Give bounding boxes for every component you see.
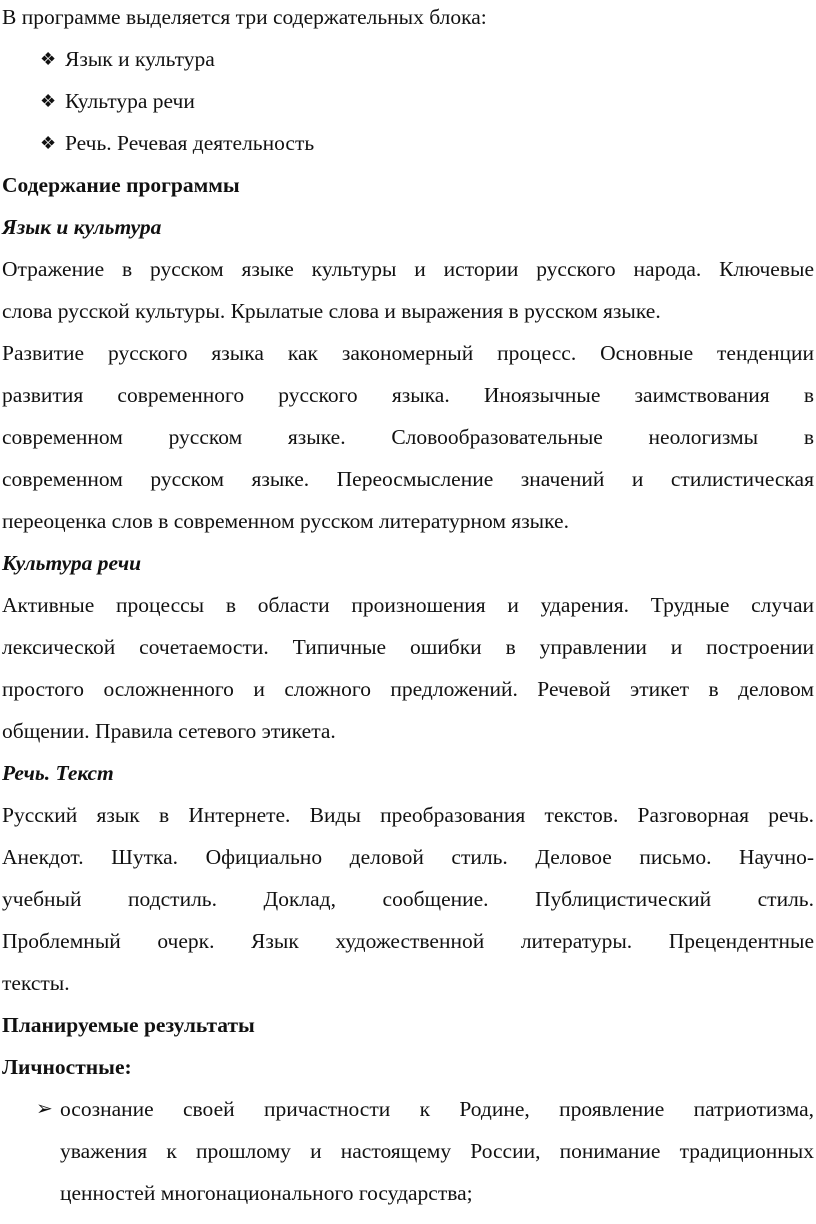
arrow-bullet-icon: ➢ (36, 1098, 53, 1120)
paragraph-line: современном русском языке. Словообразовательные неологизмы в (2, 425, 814, 449)
paragraph-line: простого осложненного и сложного предложений. Речевой этикет в деловом (2, 677, 814, 701)
paragraph-line: слова русской культуры. Крылатые слова и выражения в русском языке. (2, 299, 661, 323)
list-item-text: Речь. Речевая деятельность (65, 131, 315, 155)
list-item (2, 38, 814, 80)
paragraph-line: переоценка слов в современном русском литературном языке. (2, 509, 569, 533)
diamond-bullet-icon: ❖ (40, 133, 57, 153)
paragraph-line: современном русском языке. Переосмысление значений и стилистическая (2, 467, 814, 491)
section-title-speech-culture: Культура речи (2, 551, 142, 575)
paragraph-line: Развитие русского языка как закономерный процесс. Основные тенденции (2, 341, 814, 365)
paragraph-line: Проблемный очерк. Язык художественной литературы. Прецендентные (2, 929, 814, 953)
paragraph-line: учебный подстиль. Доклад, сообщение. Публицистический стиль. (2, 887, 814, 911)
content-heading: Содержание программы (2, 173, 240, 197)
paragraph-line: Анекдот. Шутка. Официально деловой стиль. Деловое письмо. Научно- (2, 845, 814, 869)
list-item (2, 1088, 814, 1130)
list-item-continuation: ценностей многонационального государства; (60, 1181, 473, 1205)
paragraph-line: Русский язык в Интернете. Виды преобразования текстов. Разговорная речь. (2, 803, 814, 827)
diamond-bullet-icon: ❖ (40, 91, 57, 111)
list-item (2, 80, 814, 122)
diamond-bullet-icon: ❖ (40, 49, 57, 69)
list-item-text: осознание своей причастности к Родине, проявление патриотизма, (60, 1097, 814, 1121)
list-item-text: Язык и культура (65, 47, 215, 71)
paragraph-line: лексической сочетаемости. Типичные ошибки в управлении и построении (2, 635, 814, 659)
section-title-language-culture: Язык и культура (2, 215, 162, 239)
paragraph-line: тексты. (2, 971, 70, 995)
paragraph-line: Отражение в русском языке культуры и истории русского народа. Ключевые (2, 257, 814, 281)
paragraph-line: Активные процессы в области произношения и ударения. Трудные случаи (2, 593, 814, 617)
personal-heading: Личностные: (2, 1055, 132, 1079)
list-item-continuation: уважения к прошлому и настоящему России, понимание традиционных (60, 1139, 814, 1163)
results-heading: Планируемые результаты (2, 1013, 255, 1037)
intro-text: В программе выделяется три содержательных блока: (2, 5, 487, 29)
list-item-text: Культура речи (65, 89, 195, 113)
list-item (2, 122, 814, 164)
paragraph-line: общении. Правила сетевого этикета. (2, 719, 336, 743)
section-title-speech-text: Речь. Текст (2, 761, 114, 785)
paragraph-line: развития современного русского языка. Иноязычные заимствования в (2, 383, 814, 407)
